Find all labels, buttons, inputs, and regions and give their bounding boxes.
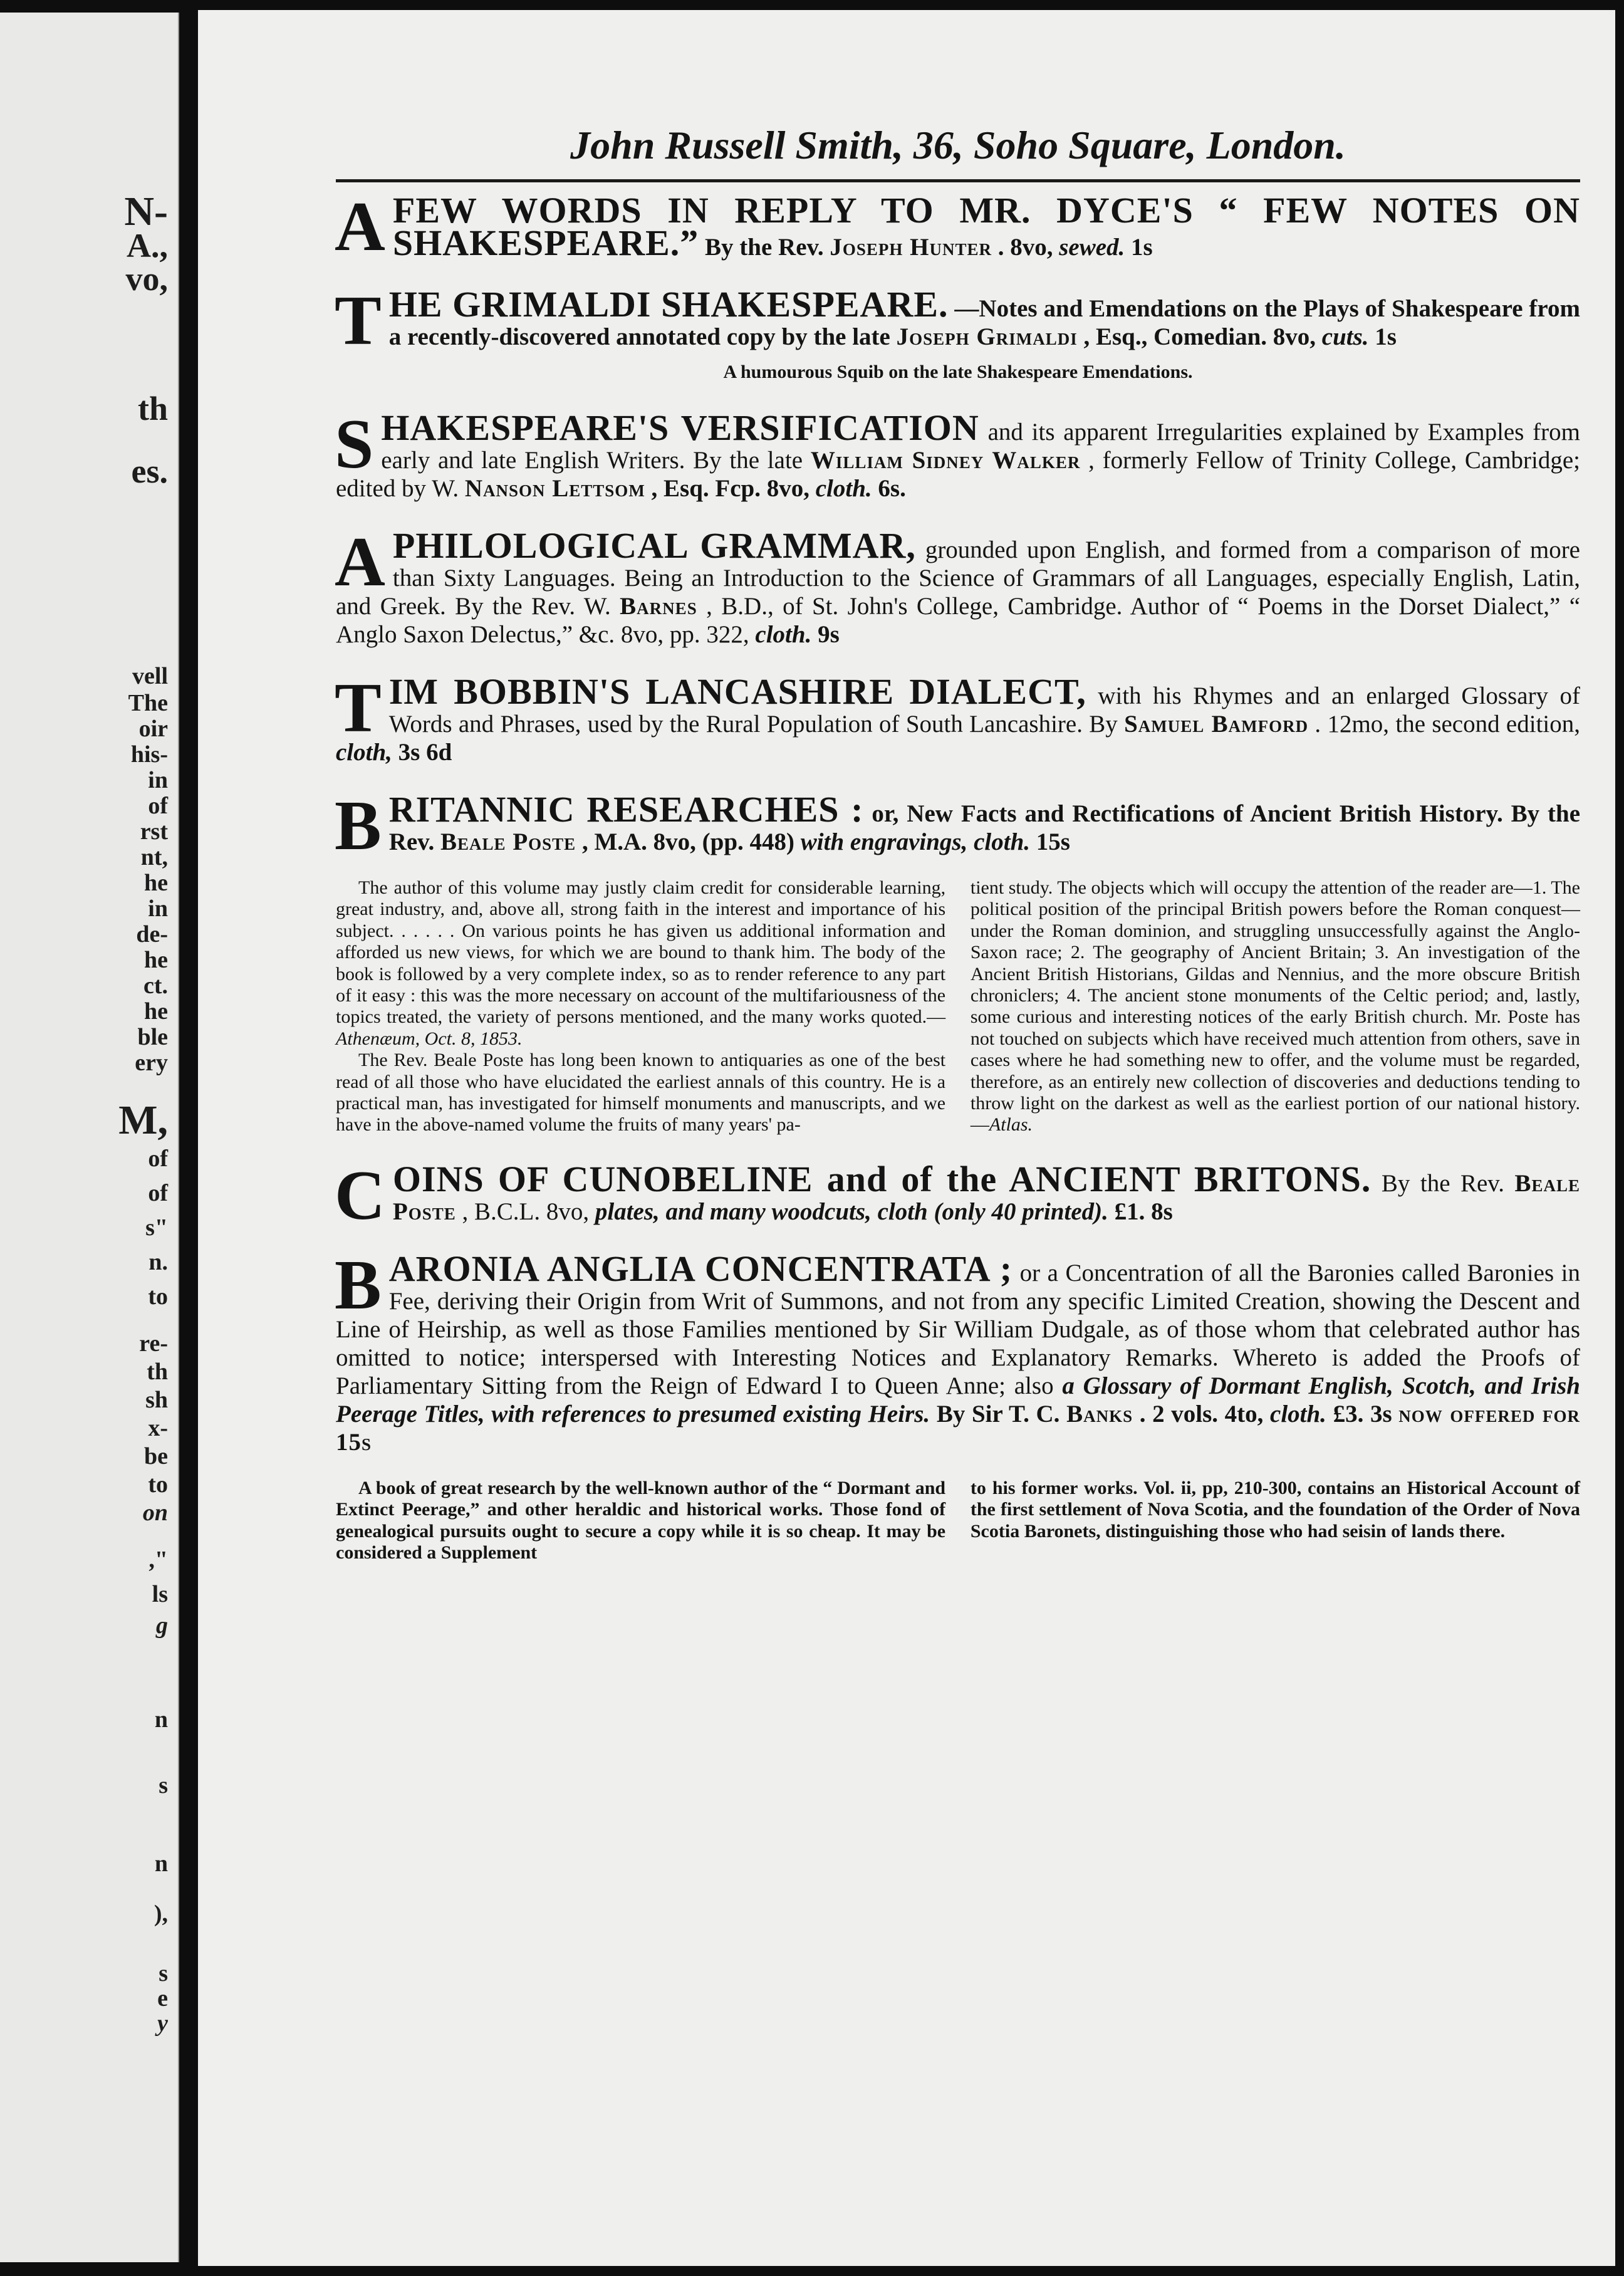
left-page-fragment: rst [140, 818, 168, 845]
entry-title: FEW WORDS IN REPLY TO MR. DYCE'S “ FEW NOTES ON SHAKESPEARE.” [392, 190, 1580, 263]
entry-binding: cloth. [815, 475, 872, 502]
entry-grimaldi [335, 282, 1581, 385]
entry-binding: cloth, [336, 739, 392, 766]
review-paragraph: to his former works. Vol. ii, pp, 210-300, contains an Historical Account of the first settlement of Nova Scotia, and the foundation of the Order of Nova Scotia Baronets, distinguishing those who had seisin of lands there. [970, 1477, 1580, 1542]
left-page-fragment: ls [152, 1581, 168, 1607]
left-page-fragment: oir [138, 716, 168, 742]
dropcap: B [335, 787, 382, 865]
entry-author: William Sidney Walker [810, 447, 1081, 474]
left-page-fragment: in [148, 895, 168, 922]
entry-tim-bobbin [335, 669, 1581, 766]
review-source: Athenæum, Oct. 8, 1853. [336, 1028, 523, 1049]
entry-price: £1. 8s [1114, 1198, 1173, 1225]
review-right-column [971, 877, 1580, 1136]
entry-title: RITANNIC RESEARCHES : [388, 789, 864, 830]
entry-binding: cloth. [1270, 1400, 1326, 1428]
left-page-fragment: vell [132, 663, 168, 689]
left-page-fragment: n [154, 1706, 168, 1733]
entry-author: Banks [1066, 1400, 1133, 1428]
entry-description-2: , formerly Fellow of Trinity College, Cambridge; edited by W. [336, 447, 1581, 502]
left-page-fragment: ct. [143, 973, 168, 999]
left-page-fragment: sh [145, 1387, 168, 1413]
entry-description-2: , B.D., of St. John's College, Cambridge. Author of “ Poems in the Dorset Dialect,” “ Anglo Saxon Delectus,” &c. 8vo, pp. 322, [336, 593, 1581, 648]
entry-format: , M.A. 8vo, (pp. 448) [581, 828, 801, 855]
entry-versification [335, 405, 1581, 503]
entry-coins-of-cunobeline [335, 1156, 1581, 1235]
adjacent-page-strip [0, 13, 179, 2262]
entry-description: with his Rhymes and an enlarged Glossary of Words and Phrases, used by the Rural Population of South Lancashire. By [388, 682, 1581, 738]
review-source: Atlas. [989, 1114, 1033, 1135]
entry-binding: cloth. [755, 621, 812, 648]
page-content [336, 117, 1580, 2185]
dropcap: T [335, 282, 382, 360]
review-paragraph: The Rev. Beale Poste has long been known to antiquaries as one of the best read of all those who have elucidated the earliest annals of this country. He is a practical man, has investigated for himself monuments and manuscripts, and we have in the above-named volume the fruits of many years' pa- [336, 1050, 946, 1135]
entry-description: and its apparent Irregularities explained by Examples from early and late English Writers. By the late [381, 419, 1580, 474]
entry-author: Samuel Bamford [1124, 711, 1309, 738]
left-page-fragment: on [142, 1500, 168, 1526]
left-page-fragment: vo, [125, 260, 168, 298]
entry-author: Joseph Grimaldi [896, 323, 1078, 350]
entry-description: or a Concentration of all the Baronies called Baronies in Fee, deriving their Origin from Writ of Summons, and not from any specific Limited Creation, showing the Descent and Line of Heirship, as well as those Families mentioned by Sir William Dudgale, as of those whom that celebrated author has omitted to notice; interspersed with Interesting Notices and Explanatory Remarks. Whereto is added the Proofs of Parliamentary Sitting from the Reign of Edward I to Queen Anne; also [336, 1259, 1580, 1399]
left-page-fragment: in [148, 767, 168, 793]
left-page-fragment: to [148, 1283, 168, 1310]
entry-price: £3. 3s [1333, 1400, 1399, 1428]
left-page-fragment: x- [148, 1415, 168, 1441]
left-page-fragment: A., [127, 227, 168, 264]
entry-format: . 12mo, the second edition, [1314, 711, 1580, 738]
entry-title: HE GRIMALDI SHAKESPEARE. [388, 284, 949, 325]
entry-binding: plates, and many woodcuts, cloth (only 40 printed). [595, 1198, 1108, 1225]
entry-price: 3s 6d [398, 739, 452, 766]
left-page-fragment: re- [139, 1330, 168, 1357]
entry-title: HAKESPEARE'S VERSIFICATION [381, 407, 979, 448]
entry-baronia-anglia [335, 1246, 1581, 1564]
dropcap: S [335, 405, 374, 483]
entry-binding: with engravings, cloth. [800, 828, 1031, 855]
review-paragraph: tient study. The objects which will occupy the attention of the reader are—1. The political position of the principal British powers before the Roman conquest—under the Roman dominion, and struggling unsuccessfully against the Anglo-Saxon race; 2. The geography of Ancient Britain; 3. An investigation of the Ancient British Historians, Gildas and Nennius, and the more obscure British chroniclers; 4. The ancient stone monuments of the Celtic period; and, lastly, some curious and interesting notices of the early British church. Mr. Poste has not touched on subjects which have received much attention from others, save in cases where he had something new to offer, and the volume must be regarded, therefore, as an entirely new collection of discoveries and deductions tending to throw light on the darkest as well as the earliest portion of our national history.— [970, 877, 1580, 1135]
left-page-fragment: he [144, 870, 168, 896]
entry-author: Beale Poste [392, 1169, 1581, 1225]
review-left-column [336, 1478, 945, 1564]
left-page-fragment: of [148, 1146, 168, 1172]
left-page-fragment: be [144, 1443, 168, 1469]
entry-binding: cuts. [1321, 323, 1369, 350]
entry-price: 1s [1375, 323, 1397, 350]
entry-philological-grammar [335, 523, 1581, 649]
left-page-fragment: he [144, 947, 168, 973]
entry-by: By Sir T. C. [936, 1400, 1067, 1428]
running-head: John Russell Smith, 36, Soho Square, London. [570, 123, 1346, 167]
review-columns [336, 1478, 1580, 1564]
left-page-fragment: nt, [140, 844, 168, 870]
entry-binding: sewed. [1059, 234, 1125, 261]
entry-description-italic: a Glossary of Dormant English, Scotch, and Irish Peerage Titles, with references to presumed existing Heirs. [336, 1372, 1580, 1428]
left-page-fragment: N- [124, 189, 168, 234]
left-page-fragment: n [154, 1851, 168, 1877]
review-paragraph: The author of this volume may justly claim credit for considerable learning, great industry, and, above all, strong faith in the interest and importance of his subject. . . . . . On various points he has given us additional information and afforded us new views, for which we are bound to thank him. The body of the book is followed by a very complete index, so as to render reference to any part of it easy : this was the more necessary on account of the multifariousness of the topics treated, the variety of persons mentioned, and the many works quoted.— [336, 877, 946, 1028]
left-page-fragment: of [148, 1180, 168, 1206]
left-page-fragment: ble [137, 1024, 168, 1050]
left-page-fragment: ery [135, 1050, 168, 1076]
left-page-fragment: th [137, 390, 168, 427]
left-page-fragment: he [144, 998, 168, 1025]
dropcap: A [335, 523, 385, 601]
left-page-fragment: M, [118, 1097, 168, 1143]
left-page-fragment: e [157, 1985, 168, 2012]
review-left-column [336, 877, 945, 1136]
entry-title: PHILOLOGICAL GRAMMAR, [392, 525, 916, 566]
review-right-column [971, 1478, 1580, 1564]
review-paragraph: A book of great research by the well-known author of the “ Dormant and Extinct Peerage,” and other heraldic and historical works. Those fond of genealogical pursuits ought to secure a copy while it is so cheap. It may be considered a Supplement [336, 1477, 946, 1563]
entry-price: 1s [1131, 234, 1153, 261]
left-page-fragment: y [157, 2010, 168, 2037]
entry-editor: Nanson Lettsom [464, 475, 645, 502]
review-columns [336, 877, 1580, 1136]
entry-note: A humourous Squib on the late Shakespeare Emendations. [723, 362, 1193, 382]
left-page-fragment: th [147, 1359, 168, 1385]
entry-format: , B.C.L. 8vo, [462, 1198, 595, 1225]
entry-price: 15s [1036, 828, 1070, 855]
left-page-fragment: s" [145, 1214, 168, 1241]
entry-author: Joseph Hunter [830, 234, 992, 261]
left-page-fragment: s [159, 1772, 168, 1798]
entry-format: . 2 vols. 4to, [1139, 1400, 1271, 1428]
entry-britannic-researches [335, 787, 1581, 1136]
left-page-fragment: The [128, 690, 168, 716]
left-page-fragment: to [148, 1471, 168, 1498]
dropcap: C [335, 1156, 385, 1235]
entry-title: OINS OF CUNOBELINE and of the ANCIENT BRITONS. [392, 1158, 1372, 1199]
entry-format: , Esq., Comedian. 8vo, [1083, 323, 1322, 350]
catalogue-page [198, 10, 1615, 2266]
left-page-fragment: ), [154, 1901, 168, 1927]
entry-few-words [335, 188, 1580, 266]
header-rule [336, 179, 1580, 182]
left-page-fragment: es. [131, 452, 168, 490]
entry-price: 9s [818, 621, 840, 648]
dropcap: T [335, 669, 382, 747]
entry-description: grounded upon English, and formed from a comparison of more than Sixty Languages. Being an Introduction to the Science of Grammars of all Languages, especially English, Latin, and Greek. By the Rev. W. [336, 536, 1580, 620]
entry-format: , Esq. Fcp. 8vo, [651, 475, 816, 502]
left-page-fragment: g [156, 1612, 168, 1639]
entry-description: or, New Facts and Rectifications of Ancient British History. By the Rev. [388, 800, 1581, 855]
left-page-fragment: de- [136, 921, 168, 947]
entry-price: 6s. [878, 475, 906, 502]
left-page-fragment: his- [130, 741, 168, 768]
entry-title: IM BOBBIN'S LANCASHIRE DIALECT, [388, 671, 1086, 712]
entry-by: By the Rev. [1381, 1169, 1515, 1197]
entry-description: —Notes and Emendations on the Plays of Shakespeare from a recently-discovered annotated copy by the late [388, 295, 1581, 350]
entry-author: Barnes [620, 593, 697, 620]
left-page-fragment: s [159, 1960, 168, 1986]
dropcap: B [335, 1246, 382, 1324]
left-page-fragment: n. [148, 1249, 168, 1275]
entry-by: By the Rev. [705, 234, 830, 261]
dropcap: A [335, 188, 385, 266]
entry-offer: now offered for 15s [336, 1400, 1581, 1456]
left-page-fragment: ," [148, 1547, 168, 1573]
entry-format: . 8vo, [997, 234, 1059, 261]
left-page-fragment: of [148, 793, 168, 819]
entry-title: ARONIA ANGLIA CONCENTRATA ; [388, 1248, 1013, 1289]
entry-author: Beale Poste [440, 828, 576, 855]
